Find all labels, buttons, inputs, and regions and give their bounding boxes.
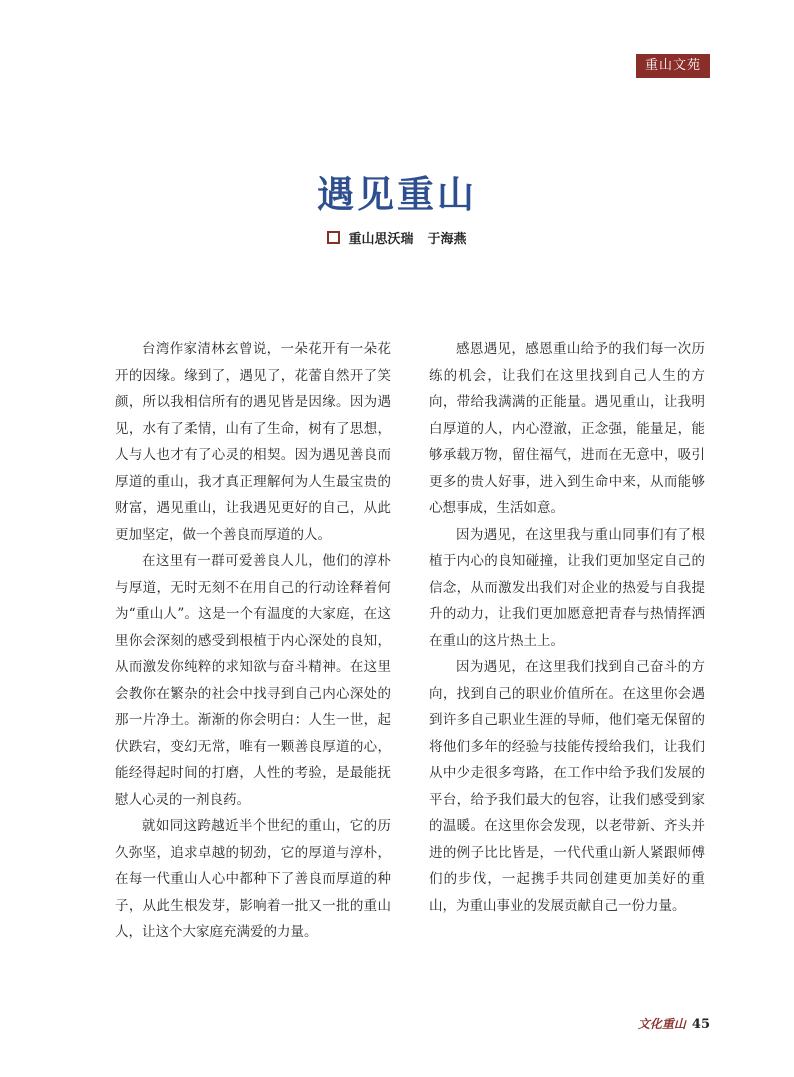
paragraph: 在这里有一群可爱善良人儿，他们的淳朴与厚道，无时无刻不在用自己的行动诠释着何为“重山人”。这是一个有温度的大家庭，在这里你会深刻的感受到根植于内心深处的良知，从而激发你纯粹的求知欲与奋斗精神。在这里会教你在繁杂的社会中找寻到自己内心深处的那一片净土。渐渐的你会明白：人生一世，起伏跌宕，变幻无常，唯有一颗善良厚道的心，能经得起时间的打磨，人性的考验，是最能抚慰人心灵的一剂良药。 — [115, 553, 391, 808]
paragraph: 因为遇见，在这里我们找到自己奋斗的方向，找到自己的职业价值所在。在这里你会遇到许多自己职业生涯的导师，他们毫无保留的将他们多年的经验与技能传授给我们，让我们从中少走很多弯路，在工作中给予我们发展的平台，给予我们最大的包容，让我们感受到家的温暖。在这里你会发现，以老带新、齐头并进的例子比比皆是，一代代重山新人紧跟师傅们的步伐，一起携手共同创建更加美好的重山，为重山事业的发展贡献自己一份力量。 — [429, 659, 705, 914]
author-org: 重山思沃瑞 — [348, 232, 414, 247]
byline — [0, 231, 794, 249]
magazine-logo: 文化重山 — [637, 1017, 686, 1031]
paragraph: 就如同这跨越近半个世纪的重山，它的历久弥坚，追求卓越的韧劲，它的厚道与淳朴，在每一代重山人心中都种下了善良而厚道的种子，从此生根发芽，影响着一批又一批的重山人，让这个大家庭充满爱的力量。 — [115, 818, 391, 940]
paragraph: 因为遇见，在这里我与重山同事们有了根植于内心的良知碰撞，让我们更加坚定自己的信念，从而激发出我们对企业的热爱与自我提升的动力，让我们更加愿意把青春与热情挥洒在重山的这片热土上。 — [429, 526, 705, 649]
section-tag: 重山文苑 — [636, 54, 710, 78]
paragraph: 感恩遇见，感恩重山给予的我们每一次历练的机会，让我们在这里找到自己人生的方向，带给我满满的正能量。遇见重山，让我明白厚道的人，内心澄澈，正念强，能量足，能够承载万物，留住福气，进而在无意中，吸引更多的贵人好事，进入到生命中来，从而能够心想事成，生活如意。 — [429, 341, 705, 516]
body-column-right — [429, 336, 705, 919]
square-bullet-icon — [327, 231, 340, 244]
paragraph: 台湾作家清林玄曾说，一朵花开有一朵花开的因缘。缘到了，遇见了，花蕾自然开了笑颜，所以我相信所有的遇见皆是因缘。因为遇见，水有了柔情，山有了生命，树有了思想，人与人也才有了心灵的相契。因为遇见善良而厚道的重山，我才真正理解何为人生最宝贵的财富，遇见重山，让我遇见更好的自己，从此更加坚定，做一个善良而厚道的人。 — [115, 341, 391, 543]
page-number: 45 — [691, 1017, 710, 1032]
author-name: 于海燕 — [427, 232, 467, 247]
page-footer — [600, 1014, 710, 1035]
article-title: 遇见重山 — [317, 172, 477, 216]
body-column-left — [115, 336, 391, 946]
